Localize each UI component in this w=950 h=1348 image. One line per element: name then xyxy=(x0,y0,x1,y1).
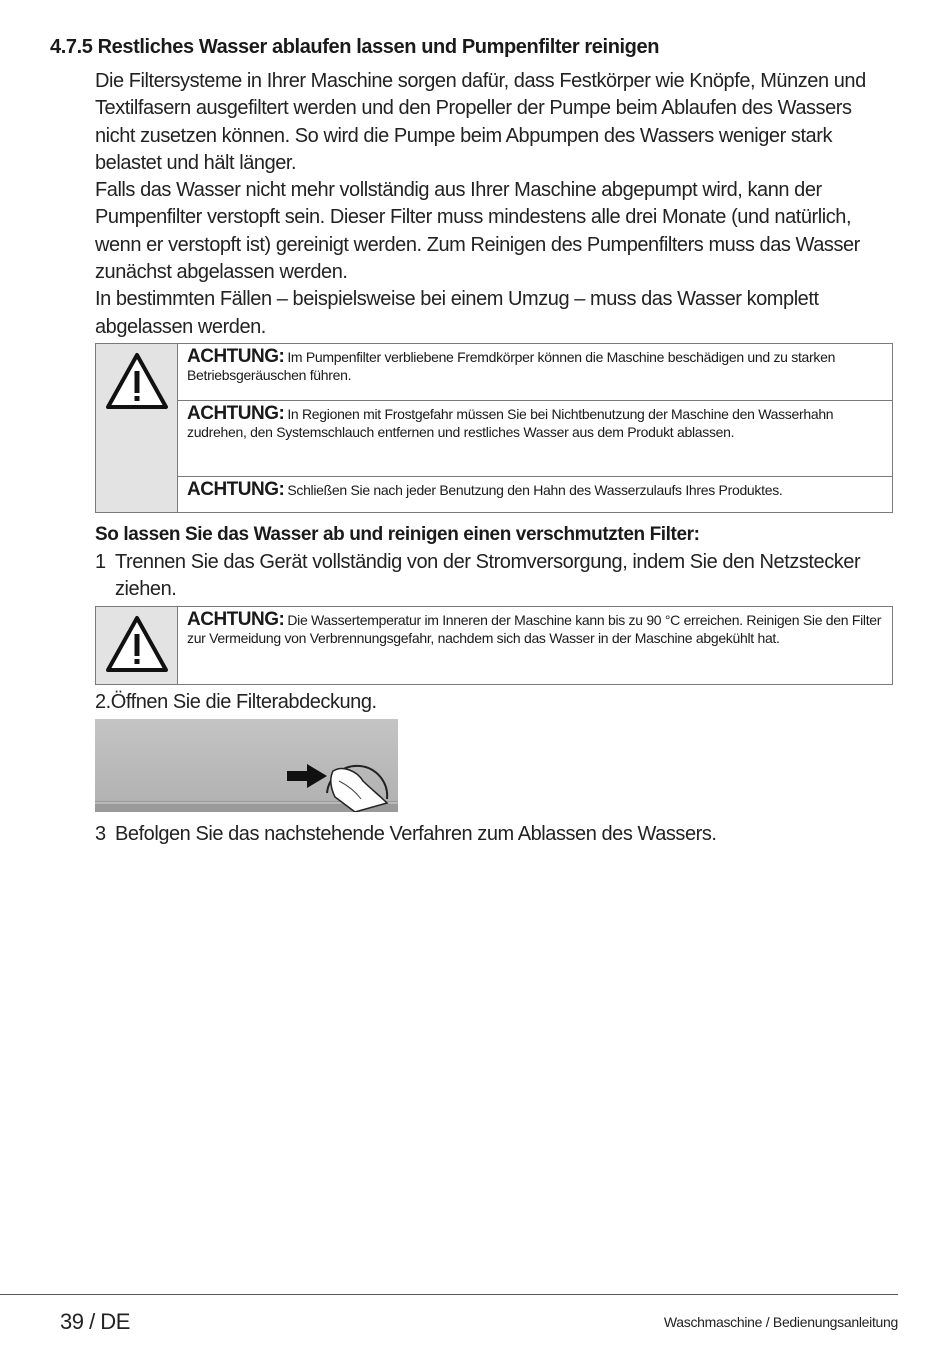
warning-row xyxy=(178,477,892,504)
warning-label: ACHTUNG: xyxy=(187,346,285,367)
paragraph: Falls das Wasser nicht mehr vollständig aus Ihrer Maschine abgepumpt wird, kann der Pumpenfilter verstopft sein. Dieser Filter muss mindestens alle drei Monate (und natürlich, wenn er verstopft ist) gereinigt werden. Zum Reinigen des Pumpenfilters muss das Wasser zunächst abgelassen werden. xyxy=(95,179,860,284)
step-item xyxy=(95,689,895,716)
warning-label: ACHTUNG: xyxy=(187,479,285,500)
step-number: 3 xyxy=(95,823,106,845)
step-text: Öffnen Sie die Filterabdeckung. xyxy=(110,691,377,713)
procedure-heading: So lassen Sie das Wasser ab und reinigen einen verschmutzten Filter: xyxy=(95,524,700,545)
step-number: 1 xyxy=(95,551,106,573)
warning-icon-cell xyxy=(96,607,178,684)
page-number: 39 / DE xyxy=(60,1309,130,1334)
warning-rows xyxy=(178,344,892,512)
step-item xyxy=(95,549,895,603)
warning-text: Im Pumpenfilter verbliebene Fremdkörper können die Maschine beschädigen und zu starken Betriebsgeräuschen führen. xyxy=(187,349,836,383)
section-body xyxy=(95,68,895,341)
warning-text: Die Wassertemperatur im Inneren der Maschine kann bis zu 90 °C erreichen. Reinigen Sie den Filter zur Vermeidung von Verbrennungsgefahr, nachdem sich das Wasser in der Maschine abgekühlt hat. xyxy=(187,612,882,646)
warning-label: ACHTUNG: xyxy=(187,403,285,424)
warning-text: In Regionen mit Frostgefahr müssen Sie bei Nichtbenutzung der Maschine den Wasserhahn zudrehen, den Systemschlauch entfernen und restliches Wasser aus dem Produkt ablassen. xyxy=(187,406,834,440)
warning-triangle-icon xyxy=(105,615,169,673)
paragraph: In bestimmten Fällen – beispielsweise bei einem Umzug – muss das Wasser komplett abgelassen werden. xyxy=(95,288,819,338)
warning-box xyxy=(95,343,893,513)
footer-title: Waschmaschine / Bedienungsanleitung xyxy=(663,1314,898,1330)
warning-row xyxy=(178,344,892,401)
warning-rows xyxy=(178,607,892,684)
warning-box xyxy=(95,606,893,685)
warning-label: ACHTUNG: xyxy=(187,609,285,630)
warning-triangle-icon xyxy=(105,352,169,410)
warning-row xyxy=(178,401,892,477)
section-heading: 4.7.5 Restliches Wasser ablaufen lassen und Pumpenfilter reinigen xyxy=(50,36,660,58)
warning-icon-cell xyxy=(96,344,178,512)
step-text: ziehen. xyxy=(115,578,177,600)
step-text: Trennen Sie das Gerät vollständig von der Stromversorgung, indem Sie den Netzstecker xyxy=(115,551,861,573)
footer-divider xyxy=(0,1294,898,1295)
step-item xyxy=(95,821,895,848)
step-text: Befolgen Sie das nachstehende Verfahren zum Ablassen des Wassers. xyxy=(115,823,717,845)
paragraph: Die Filtersysteme in Ihrer Maschine sorgen dafür, dass Festkörper wie Knöpfe, Münzen und Textilfasern ausgefiltert werden und den Propeller der Pumpe beim Ablaufen des Wassers nicht zusetzen können. So wird die Pumpe beim Abpumpen des Wassers weniger stark belastet und hält länger. xyxy=(95,70,866,174)
warning-text: Schließen Sie nach jeder Benutzung den Hahn des Wasserzulaufs Ihres Produktes. xyxy=(287,482,783,498)
filter-cover-drawing xyxy=(95,719,398,812)
step-number: 2. xyxy=(95,691,111,713)
arrow-icon xyxy=(287,771,309,781)
warning-row xyxy=(178,607,892,652)
filter-cover-illustration xyxy=(95,719,398,812)
